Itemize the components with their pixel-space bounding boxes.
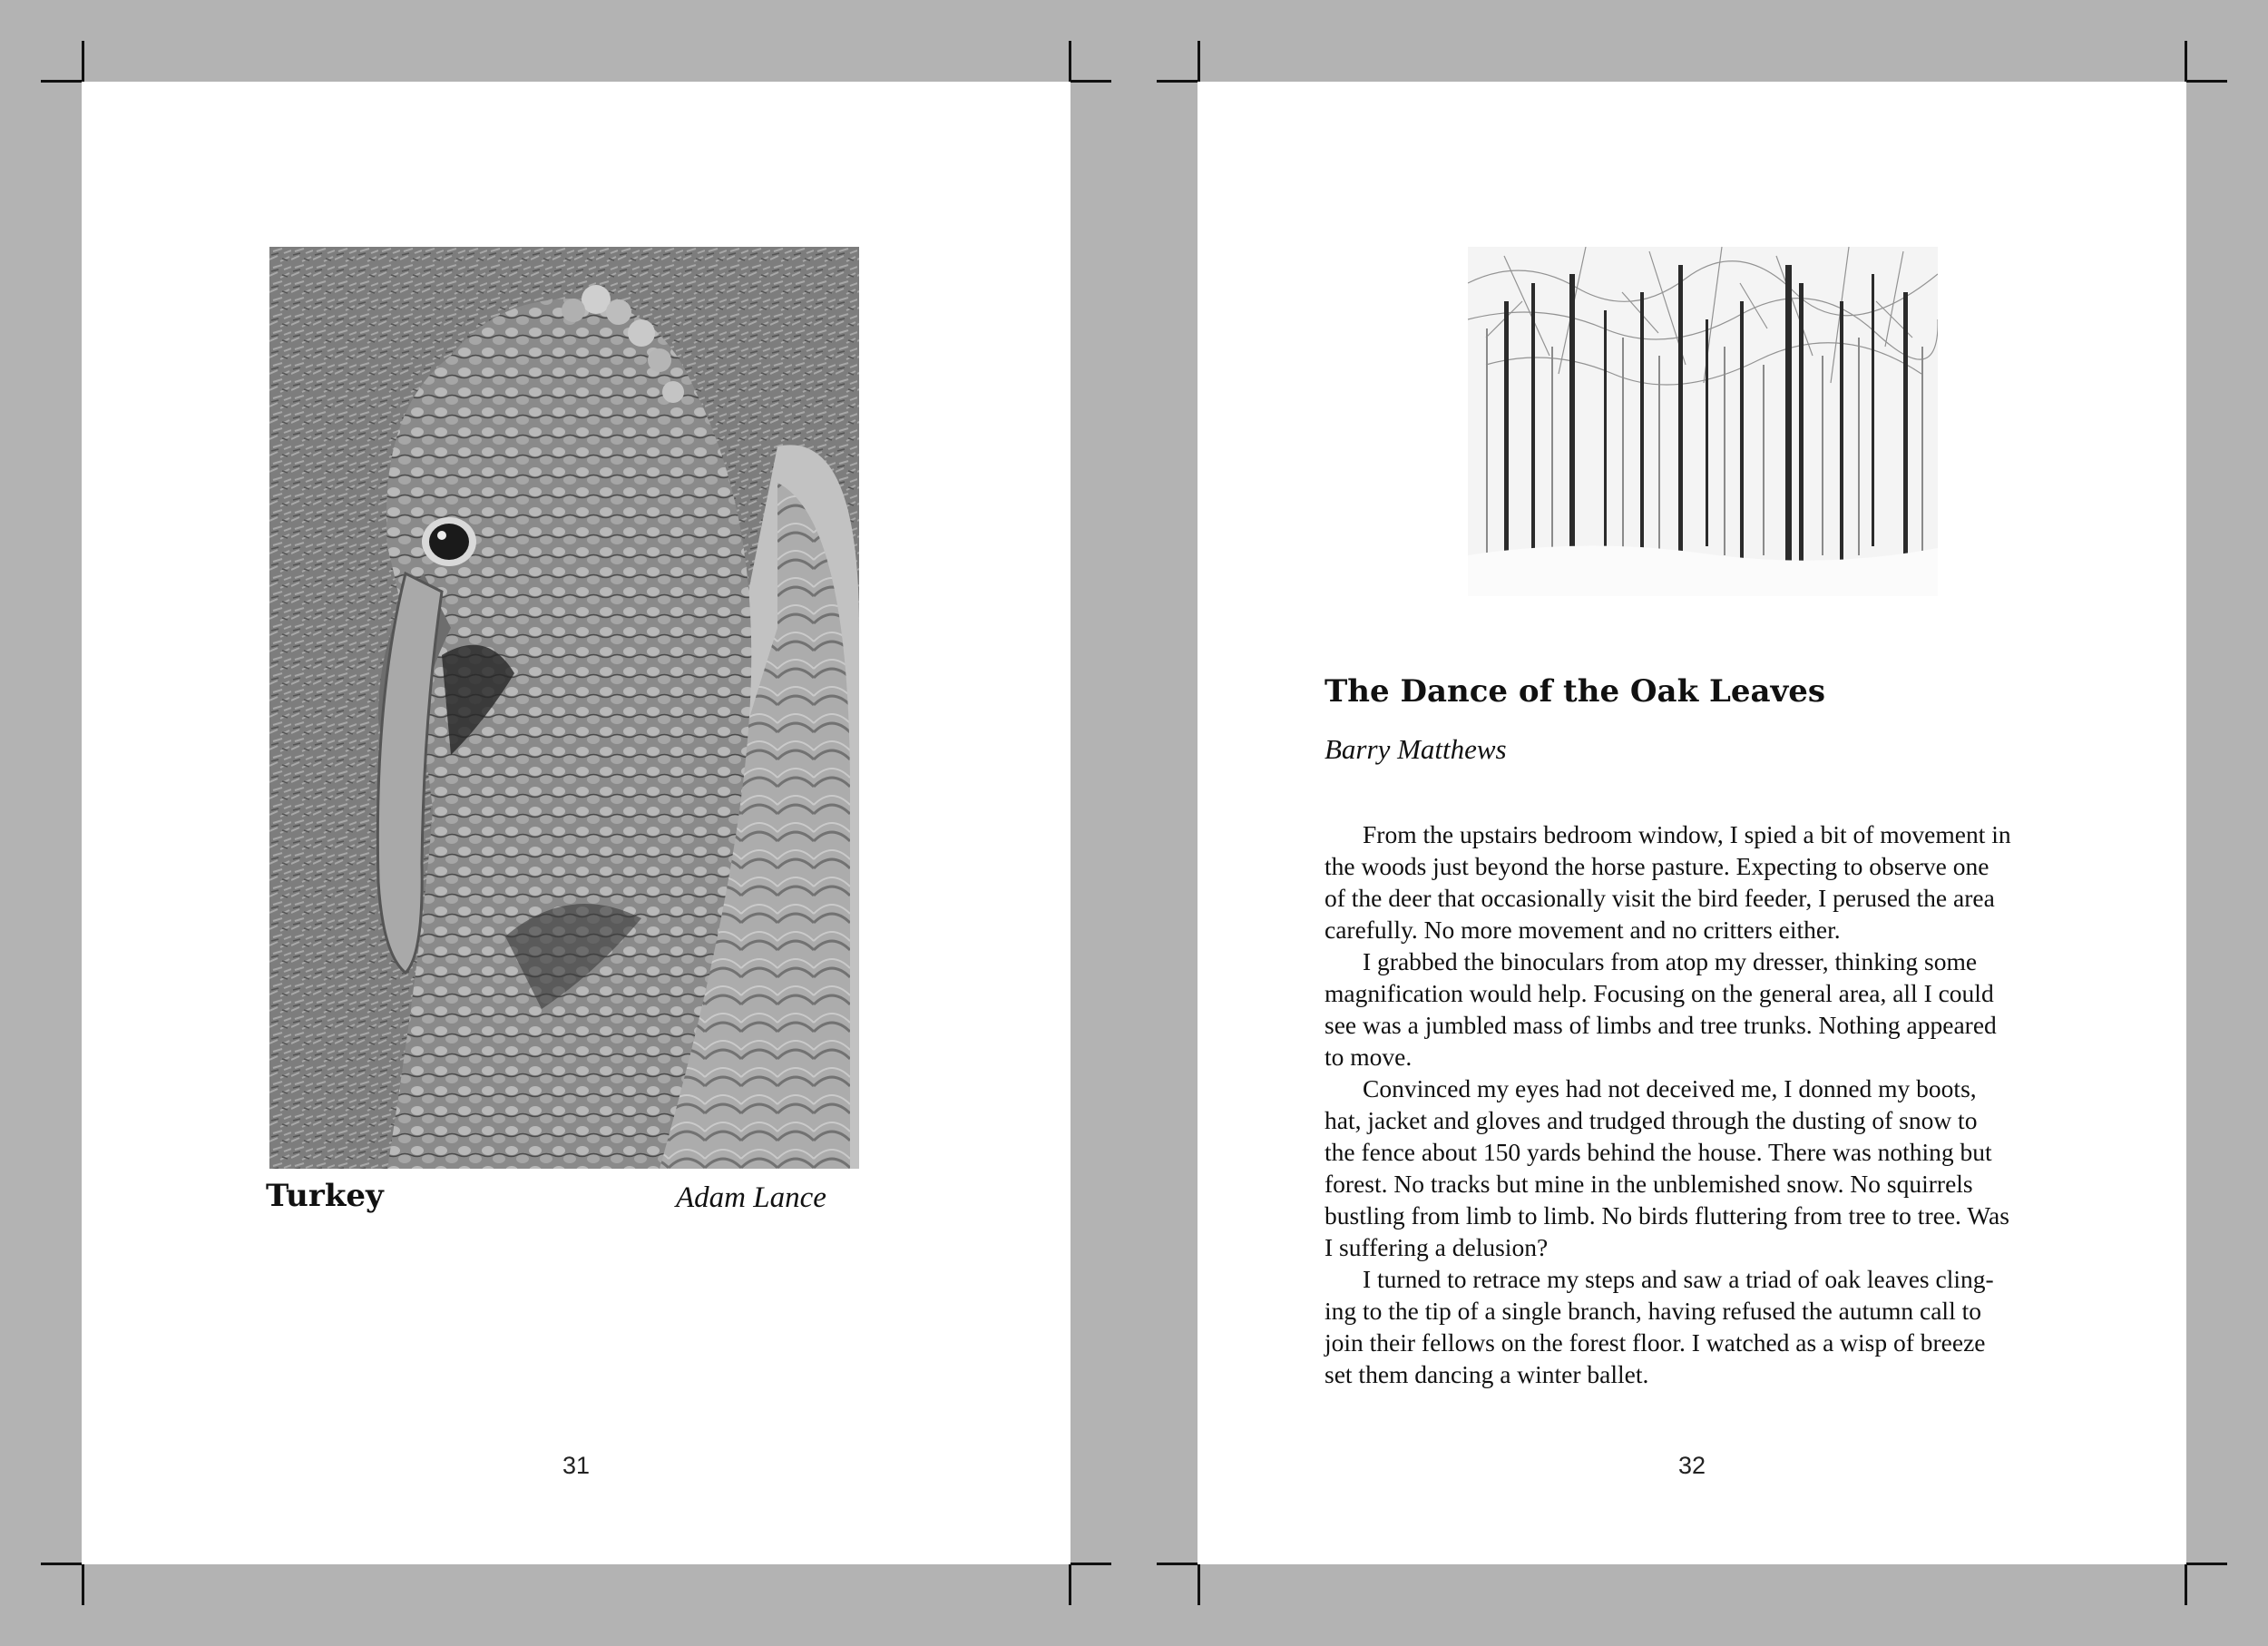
crop-mark bbox=[1198, 41, 1200, 82]
story-line: set them dancing a winter ballet. bbox=[1325, 1360, 1649, 1388]
story-line: of the deer that occasionally visit the bird feeder, I perused the area bbox=[1325, 884, 1995, 912]
photo-caption-author: Adam Lance bbox=[676, 1181, 826, 1214]
crop-mark bbox=[2186, 1563, 2227, 1565]
story-line: join their fellows on the forest floor. I watched as a wisp of breeze bbox=[1325, 1328, 1986, 1357]
story-line: the fence about 150 yards behind the house. There was nothing but bbox=[1325, 1138, 1992, 1166]
story-line: bustling from limb to limb. No birds fluttering from tree to tree. Was bbox=[1325, 1201, 2009, 1230]
photo-caption-title: Turkey bbox=[266, 1178, 384, 1214]
turkey-photo bbox=[269, 247, 859, 1169]
story-line: to move. bbox=[1325, 1043, 1413, 1071]
crop-mark bbox=[2186, 80, 2227, 83]
crop-mark bbox=[41, 1563, 82, 1565]
crop-mark bbox=[1069, 1564, 1071, 1605]
story-author: Barry Matthews bbox=[1325, 733, 1507, 765]
crop-mark bbox=[1198, 1564, 1200, 1605]
story-line: carefully. No more movement and no critters either. bbox=[1325, 916, 1841, 944]
story-line: magnification would help. Focusing on the general area, all I could bbox=[1325, 979, 1994, 1007]
turkey-head-photo-icon bbox=[269, 247, 859, 1169]
crop-mark bbox=[1157, 80, 1198, 83]
story-line: From the upstairs bedroom window, I spied a bit of movement in bbox=[1363, 820, 2011, 848]
crop-mark bbox=[2185, 41, 2187, 82]
story-line: the woods just beyond the horse pasture. Expecting to observe one bbox=[1325, 852, 1989, 880]
story-line: see was a jumbled mass of limbs and tree trunks. Nothing appeared bbox=[1325, 1011, 1997, 1039]
crop-mark bbox=[2185, 1564, 2187, 1605]
crop-mark bbox=[41, 80, 82, 83]
page-number: 32 bbox=[1677, 1452, 1706, 1479]
story-title: The Dance of the Oak Leaves bbox=[1325, 673, 1826, 710]
story-line: I turned to retrace my steps and saw a triad of oak leaves cling- bbox=[1363, 1265, 1994, 1293]
story-line: ing to the tip of a single branch, having refused the autumn call to bbox=[1325, 1297, 1981, 1325]
story-body bbox=[1325, 818, 2105, 1390]
crop-mark bbox=[1069, 41, 1071, 82]
crop-mark bbox=[1157, 1563, 1198, 1565]
crop-mark bbox=[82, 1564, 84, 1605]
story-line: hat, jacket and gloves and trudged through the dusting of snow to bbox=[1325, 1106, 1978, 1134]
story-line: I suffering a delusion? bbox=[1325, 1233, 1549, 1261]
page-right bbox=[1198, 82, 2186, 1564]
crop-mark bbox=[1070, 1563, 1111, 1565]
page-number: 31 bbox=[562, 1452, 591, 1479]
story-line: I grabbed the binoculars from atop my dresser, thinking some bbox=[1363, 947, 1978, 975]
page-left bbox=[82, 82, 1070, 1564]
story-line: Convinced my eyes had not deceived me, I donned my boots, bbox=[1363, 1074, 1977, 1102]
crop-mark bbox=[82, 41, 84, 82]
forest-photo bbox=[1468, 247, 1938, 596]
crop-mark bbox=[1070, 80, 1111, 83]
story-line: forest. No tracks but mine in the unblemished snow. No squirrels bbox=[1325, 1170, 1973, 1198]
snowy-forest-photo-icon bbox=[1468, 247, 1938, 596]
